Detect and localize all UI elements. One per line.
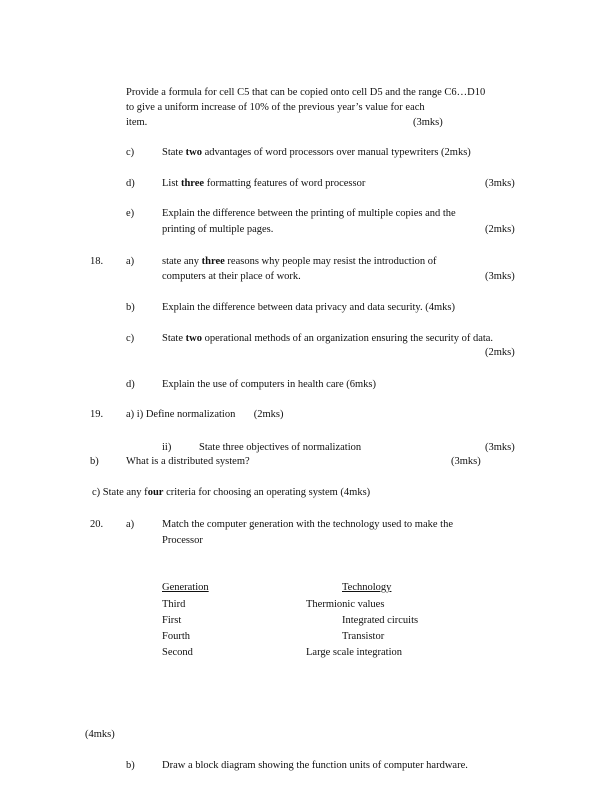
technology-item: Large scale integration bbox=[306, 647, 403, 658]
q18b-label: b) bbox=[126, 302, 135, 313]
q17e-line1: Explain the difference between the printing of multiple copies and the bbox=[162, 208, 456, 219]
q18-number: 18. bbox=[90, 256, 104, 267]
q20b-label: b) bbox=[126, 760, 135, 771]
q19a-text: a) i) Define normalization (2mks) bbox=[126, 409, 284, 420]
q18a-line2: computers at their place of work. bbox=[162, 271, 301, 282]
q20a-marks: (4mks) bbox=[85, 729, 115, 740]
q18a-line1: state any three reasons why people may resist the introduction of bbox=[162, 256, 437, 267]
generation-item: First bbox=[162, 615, 182, 626]
q18c-label: c) bbox=[126, 333, 135, 344]
technology-item: Transistor bbox=[342, 631, 385, 642]
q19c-text: c) State any four criteria for choosing an operating system (4mks) bbox=[92, 487, 371, 498]
q20a-line2: Processor bbox=[162, 535, 203, 546]
generation-item: Fourth bbox=[162, 631, 191, 642]
q17e-label: e) bbox=[126, 208, 135, 219]
q18c-marks: (2mks) bbox=[485, 347, 515, 358]
q17c-text: State two advantages of word processors over manual typewriters (2mks) bbox=[162, 147, 471, 158]
q17d-label: d) bbox=[126, 178, 135, 189]
q17d-marks: (3mks) bbox=[485, 178, 515, 189]
q17d-text: List three formatting features of word processor bbox=[162, 178, 366, 189]
q19b-label: b) bbox=[90, 456, 99, 467]
q18d-text: Explain the use of computers in health care (6mks) bbox=[162, 379, 377, 390]
q18c-text: State two operational methods of an organization ensuring the security of data. bbox=[162, 333, 494, 344]
q20a-label: a) bbox=[126, 519, 135, 530]
generation-item: Second bbox=[162, 647, 193, 658]
q18b-text: Explain the difference between data privacy and data security. (4mks) bbox=[162, 302, 456, 313]
q17b-line3: item. bbox=[126, 117, 148, 128]
generation-header: Generation bbox=[162, 582, 209, 593]
q18d-label: d) bbox=[126, 379, 135, 390]
q19aii-text: State three objectives of normalization bbox=[199, 442, 362, 453]
q19b-marks: (3mks) bbox=[451, 456, 481, 467]
q20-number: 20. bbox=[90, 519, 104, 530]
q20b-text: Draw a block diagram showing the function units of computer hardware. bbox=[162, 760, 468, 771]
q17e-marks: (2mks) bbox=[485, 224, 515, 235]
q17b-line2: to give a uniform increase of 10% of the previous year’s value for each bbox=[126, 102, 425, 113]
q18a-marks: (3mks) bbox=[485, 271, 515, 282]
q17c-label: c) bbox=[126, 147, 135, 158]
q19aii-label: ii) bbox=[162, 442, 172, 453]
q17b-marks: (3mks) bbox=[413, 117, 443, 128]
q19aii-marks: (3mks) bbox=[485, 442, 515, 453]
q20a-line1: Match the computer generation with the technology used to make the bbox=[162, 519, 453, 530]
q17b-line1: Provide a formula for cell C5 that can be copied onto cell D5 and the range C6…D10 bbox=[126, 87, 486, 98]
technology-header: Technology bbox=[342, 582, 392, 593]
technology-item: Thermionic values bbox=[306, 599, 385, 610]
technology-item: Integrated circuits bbox=[342, 615, 419, 626]
q19-number: 19. bbox=[90, 409, 104, 420]
q18a-label: a) bbox=[126, 256, 135, 267]
generation-item: Third bbox=[162, 599, 186, 610]
q17e-line2: printing of multiple pages. bbox=[162, 224, 274, 235]
q19b-text: What is a distributed system? bbox=[126, 456, 250, 467]
